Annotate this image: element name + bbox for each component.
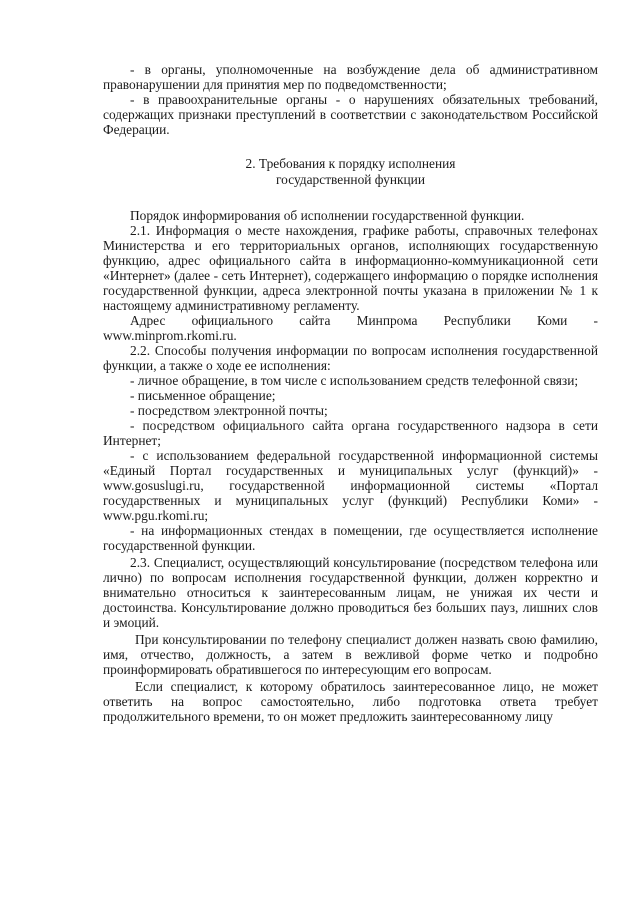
list-item-info-stands: - на информационных стендах в помещении, где осуществляется исполнение государственной функции. <box>103 523 598 553</box>
list-item-written-appeal: - письменное обращение; <box>130 388 276 403</box>
paragraph-2-1: 2.1. Информация о месте нахождения, графике работы, справочных телефонах Министерства и его территориальных органов, исполняющих государственную функцию, адрес официального сайта в информационно-коммуникационной сети «Интернет» (далее - сеть Интернет), содержащего информацию о порядке исполнения государственной функции, адреса электронной почты указана в приложении № 1 к настоящему административному регламенту. <box>103 223 598 313</box>
paragraph-website-address: Адрес официального сайта Минпрома Республики Коми - www.minprom.rkomi.ru. <box>103 313 598 343</box>
paragraph-phone-consulting: При консультировании по телефону специалист должен назвать свою фамилию, имя, отчество, должность, а затем в вежливой форме четко и подробно проинформировать обратившегося по интересующим его вопросам. <box>103 632 598 677</box>
section-heading-line-2: государственной функции <box>276 172 425 187</box>
section-heading <box>103 156 598 188</box>
paragraph-admin-offence-bodies: - в органы, уполномоченные на возбуждение дела об административном правонарушении для принятия мер по подведомственности; <box>103 62 598 92</box>
section-body <box>103 208 598 724</box>
paragraph-2-2: 2.2. Способы получения информации по вопросам исполнения государственной функции, а также о ходе ее исполнения: <box>103 343 598 373</box>
paragraph-informing-order: Порядок информирования об исполнении государственной функции. <box>130 208 525 223</box>
paragraph-unable-to-answer: Если специалист, к которому обратилось заинтересованное лицо, не может ответить на вопрос самостоятельно, либо подготовка ответа требует продолжительного времени, то он может предложить заинтересованному лицу <box>103 679 598 724</box>
paragraph-law-enforcement-bodies: - в правоохранительные органы - о нарушениях обязательных требований, содержащих признаки преступлений в соответствии с законодательством Российской Федерации. <box>103 92 598 137</box>
list-item-email: - посредством электронной почты; <box>130 403 328 418</box>
list-item-official-site: - посредством официального сайта органа государственного надзора в сети Интернет; <box>103 418 598 448</box>
section-heading-line-1: 2. Требования к порядку исполнения <box>245 156 456 171</box>
list-item-personal-appeal: - личное обращение, в том числе с использованием средств телефонной связи; <box>130 373 579 388</box>
list-item-portals: - с использованием федеральной государственной информационной системы «Единый Портал государственных и муниципальных услуг (функций)» - www.gosuslugi.ru, государственной информационной системы «Портал государственных и муниципальных услуг (функций) Республики Коми» - www.pgu.rkomi.ru; <box>103 448 598 523</box>
paragraph-2-3: 2.3. Специалист, осуществляющий консультирование (посредством телефона или лично) по вопросам исполнения государственной функции, должен корректно и внимательно относиться к заинтересованным лицам, не унижая их чести и достоинства. Консультирование должно проводиться без больших пауз, лишних слов и эмоций. <box>103 555 598 630</box>
